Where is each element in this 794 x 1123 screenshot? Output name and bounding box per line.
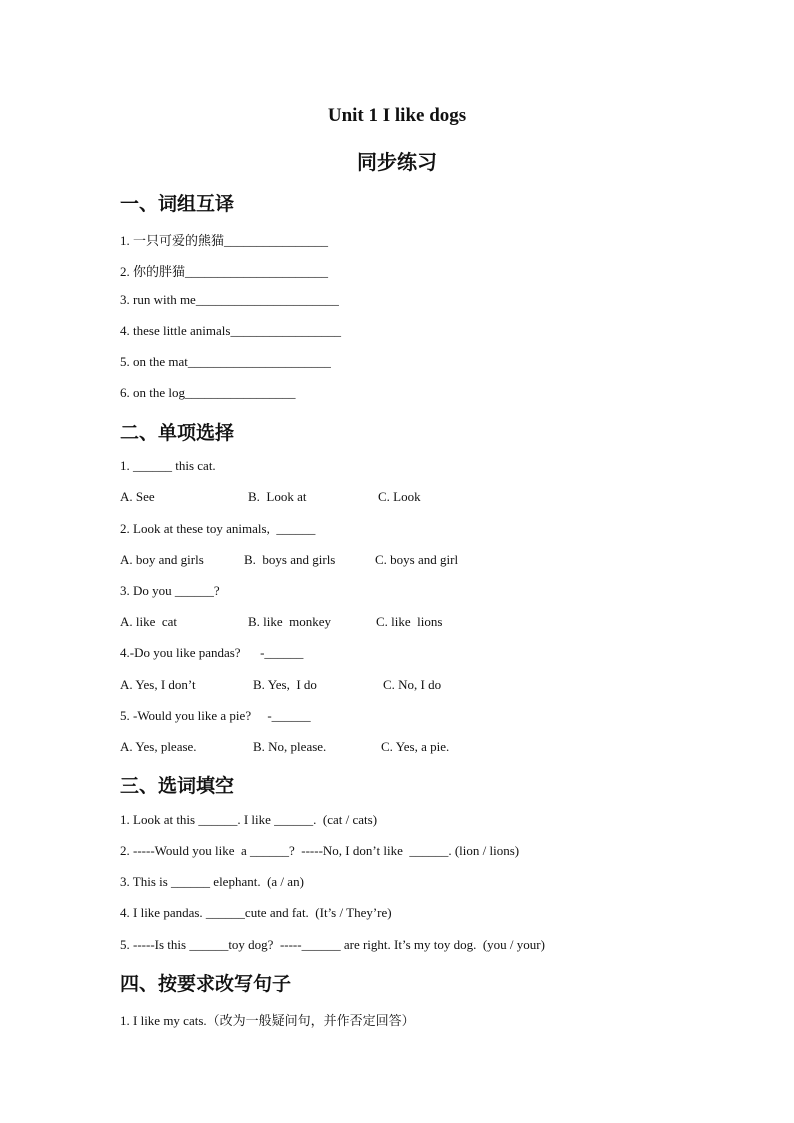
fill-item-1: 1. Look at this ______. I like ______. (cat / cats)	[120, 812, 378, 827]
mc-option-1a: A. See	[120, 489, 155, 504]
mc-question-1: 1. ______ this cat.	[120, 458, 216, 473]
mc-question-3: 3. Do you ______?	[120, 583, 220, 598]
section-heading-4: 四、按要求改写句子	[120, 974, 292, 995]
fill-item-5: 5. -----Is this ______toy dog? -----______ are right. It’s my toy dog. (you / your)	[120, 937, 545, 952]
fill-item-2: 2. -----Would you like a ______? -----No, I don’t like ______. (lion / lions)	[120, 843, 520, 858]
fill-item-3: 3. This is ______ elephant. (a / an)	[120, 874, 304, 889]
document-subtitle: 同步练习	[357, 152, 437, 174]
phrase-item-4: 4. these little animals_________________	[120, 323, 341, 338]
mc-option-5b: B. No, please.	[253, 739, 327, 754]
mc-option-4b: B. Yes, I do	[253, 677, 317, 692]
document-title: Unit 1 I like dogs	[327, 105, 467, 126]
mc-option-4c: C. No, I do	[383, 677, 442, 692]
section-heading-1: 一、词组互译	[120, 194, 235, 215]
mc-option-2a: A. boy and girls	[120, 552, 204, 567]
mc-option-5c: C. Yes, a pie.	[381, 739, 450, 754]
section-heading-2: 二、单项选择	[120, 423, 235, 444]
mc-option-5a: A. Yes, please.	[120, 739, 197, 754]
mc-option-2c: C. boys and girl	[375, 552, 459, 567]
mc-option-3b: B. like monkey	[248, 614, 332, 629]
mc-option-4a: A. Yes, I don’t	[120, 677, 196, 692]
phrase-item-6: 6. on the log_________________	[120, 385, 296, 400]
phrase-item-1: 1. 一只可爱的熊猫________________	[120, 233, 329, 248]
mc-option-3a: A. like cat	[120, 614, 178, 629]
mc-option-1c: C. Look	[378, 489, 421, 504]
phrase-item-2: 2. 你的胖猫______________________	[120, 264, 329, 279]
mc-question-4: 4.-Do you like pandas? -______	[120, 645, 304, 660]
section-heading-3: 三、选词填空	[120, 776, 235, 797]
mc-option-3c: C. like lions	[376, 614, 443, 629]
mc-option-2b: B. boys and girls	[244, 552, 336, 567]
rewrite-item-1: 1. I like my cats.（改为一般疑问句，并作否定回答）	[120, 1013, 415, 1028]
phrase-item-3: 3. run with me______________________	[120, 292, 339, 307]
phrase-item-5: 5. on the mat______________________	[120, 354, 331, 369]
mc-question-2: 2. Look at these toy animals, ______	[120, 521, 316, 536]
mc-option-1b: B. Look at	[248, 489, 307, 504]
fill-item-4: 4. I like pandas. ______cute and fat. (It’s / They’re)	[120, 905, 392, 920]
mc-question-5: 5. -Would you like a pie? -______	[120, 708, 311, 723]
